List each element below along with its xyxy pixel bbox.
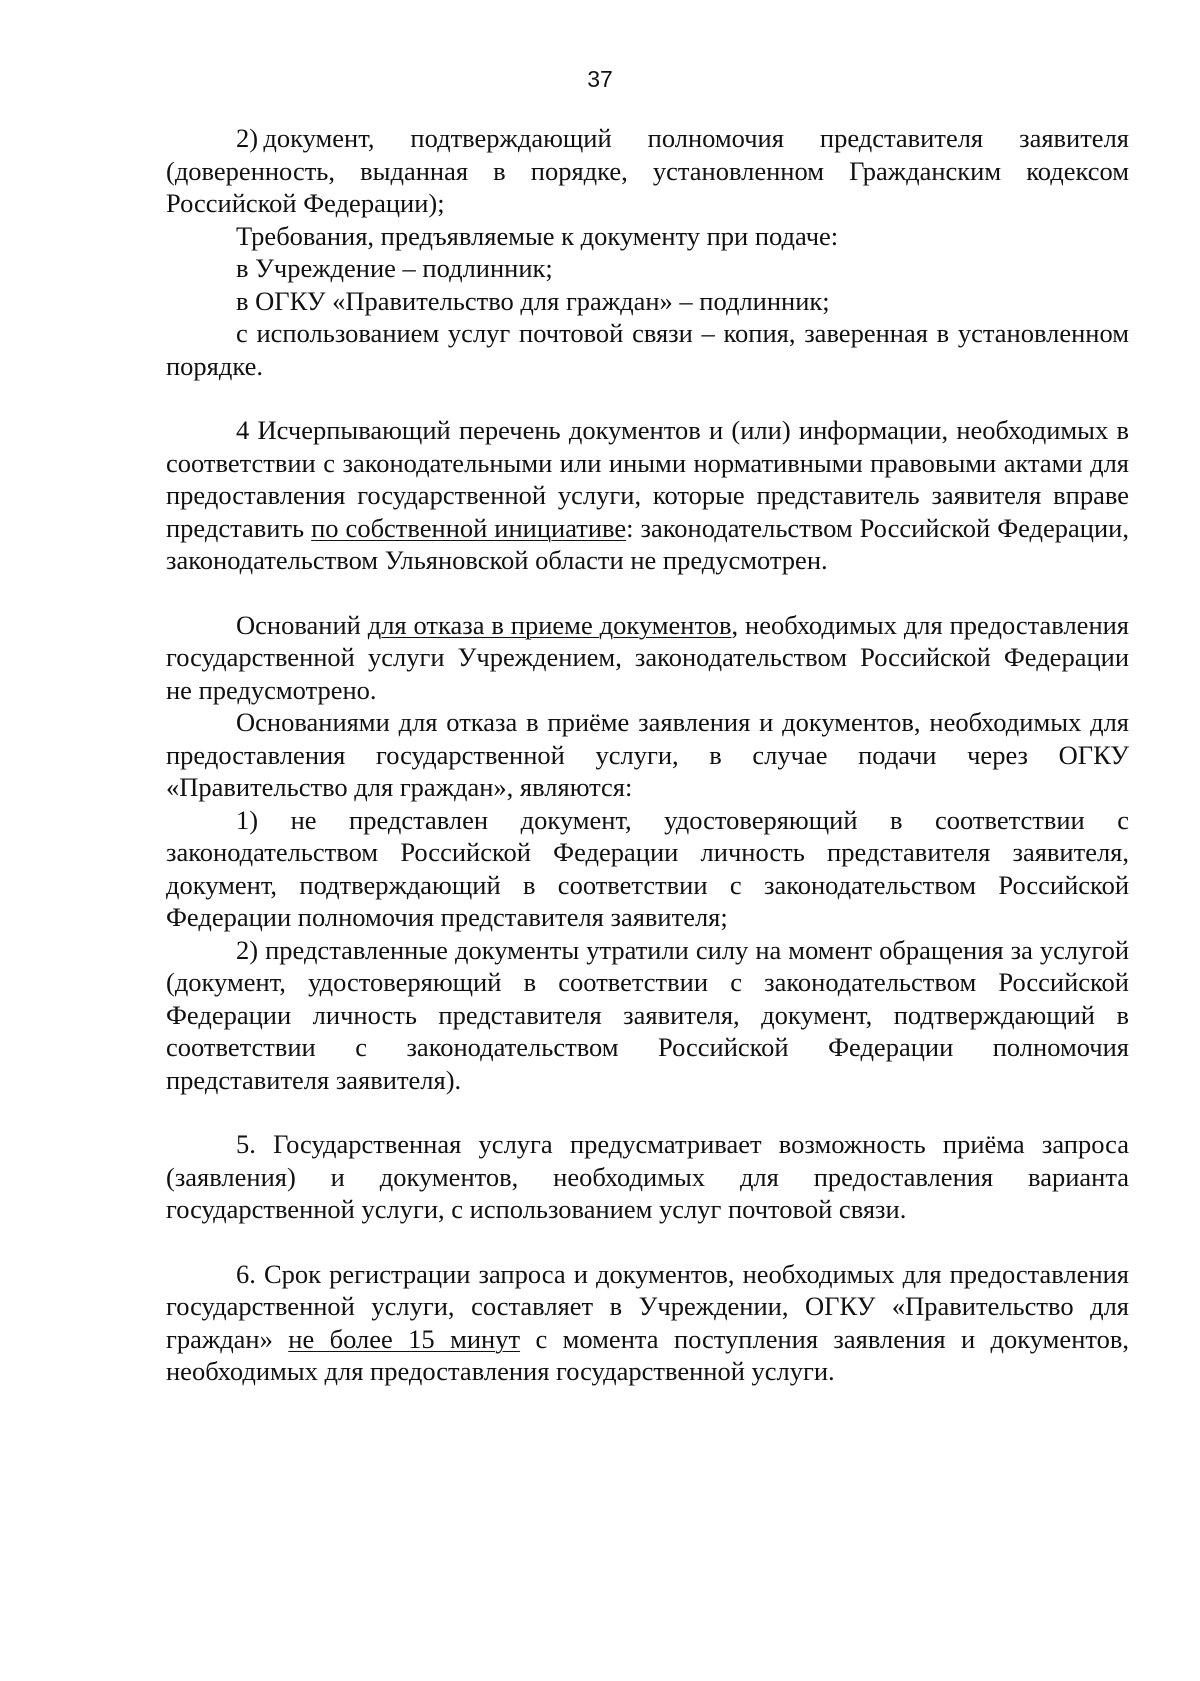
section-4-text-before: 4 Исчерпывающий перечень документов и (или) информации, необходимых в соответствии с законодательными или иными нормативными правовыми актами для предоставления государственной услуги, которые представитель заявителя вправе представить bbox=[166, 415, 1129, 543]
page-number: 37 bbox=[587, 66, 613, 92]
section-6-underlined-text: не более 15 минут bbox=[288, 1323, 521, 1354]
paragraph-institution-original: в Учреждение – подлинник; bbox=[236, 253, 553, 283]
paragraph-requirements: Требования, предъявляемые к документу при подаче: bbox=[236, 220, 839, 251]
paragraph-ground-2: 2) представленные документы утратили силу на момент обращения за услугой (документ, удостоверяющий в соответствии с законодательством Российской Федерации личность представителя заявителя, документ, подтверждающий в соответствии с законодательством Российской Федерации полномочия представителя заявителя). bbox=[166, 934, 1129, 1095]
paragraph-ground-1: 1) не представлен документ, удостоверяющий в соответствии с законодательством Российской Федерации личность представителя заявителя, документ, подтверждающий в соответствии с законодательством Российской Федерации полномочия представителя заявителя; bbox=[166, 804, 1129, 932]
paragraph-representative-authority: 2) документ, подтверждающий полномочия представителя заявителя (доверенность, выданная в порядке, установленном Гражданским кодексом Российской Федерации); bbox=[166, 123, 1129, 218]
section-4-text-after: : законодательством Российской Федерации, законодательством Ульяновской области не предусмотрен. bbox=[166, 512, 1129, 575]
paragraph-section-6 bbox=[166, 1258, 1129, 1388]
paragraph-no-refusal-grounds bbox=[166, 609, 1129, 707]
section-6-text-before: 6. Срок регистрации запроса и документов, необходимых для предоставления государственной услуги, составляет в Учреждении, ОГКУ «Правительство для граждан» bbox=[166, 1258, 1129, 1354]
paragraph-postal-copy: с использованием услуг почтовой связи – копия, заверенная в установленном порядке. bbox=[166, 318, 1129, 381]
paragraph-ogku-refusal-grounds: Основаниями для отказа в приёме заявления и документов, необходимых для предоставления государственной услуги, в случае подачи через ОГКУ «Правительство для граждан», являются: bbox=[166, 707, 1129, 802]
paragraph-section-4 bbox=[166, 414, 1129, 577]
refusal-underlined-text: для отказа в приеме документов bbox=[367, 609, 732, 640]
section-6-text-after: с момента поступления заявления и документов, необходимых для предоставления государственной услуги. bbox=[166, 1323, 1129, 1386]
document-body bbox=[166, 122, 1129, 1388]
paragraph-ogku-original: в ОГКУ «Правительство для граждан» – подлинник; bbox=[236, 285, 830, 316]
refusal-text-before: Оснований bbox=[236, 609, 368, 640]
refusal-text-after: , необходимых для предоставления государственной услуги Учреждением, законодательством Российской Федерации не предусмотрено. bbox=[166, 609, 1129, 705]
paragraph-section-5: 5. Государственная услуга предусматривает возможность приёма запроса (заявления) и документов, необходимых для предоставления варианта государственной услуги, с использованием услуг почтовой связи. bbox=[166, 1129, 1129, 1224]
section-4-underlined-text: по собственной инициативе bbox=[311, 512, 627, 543]
